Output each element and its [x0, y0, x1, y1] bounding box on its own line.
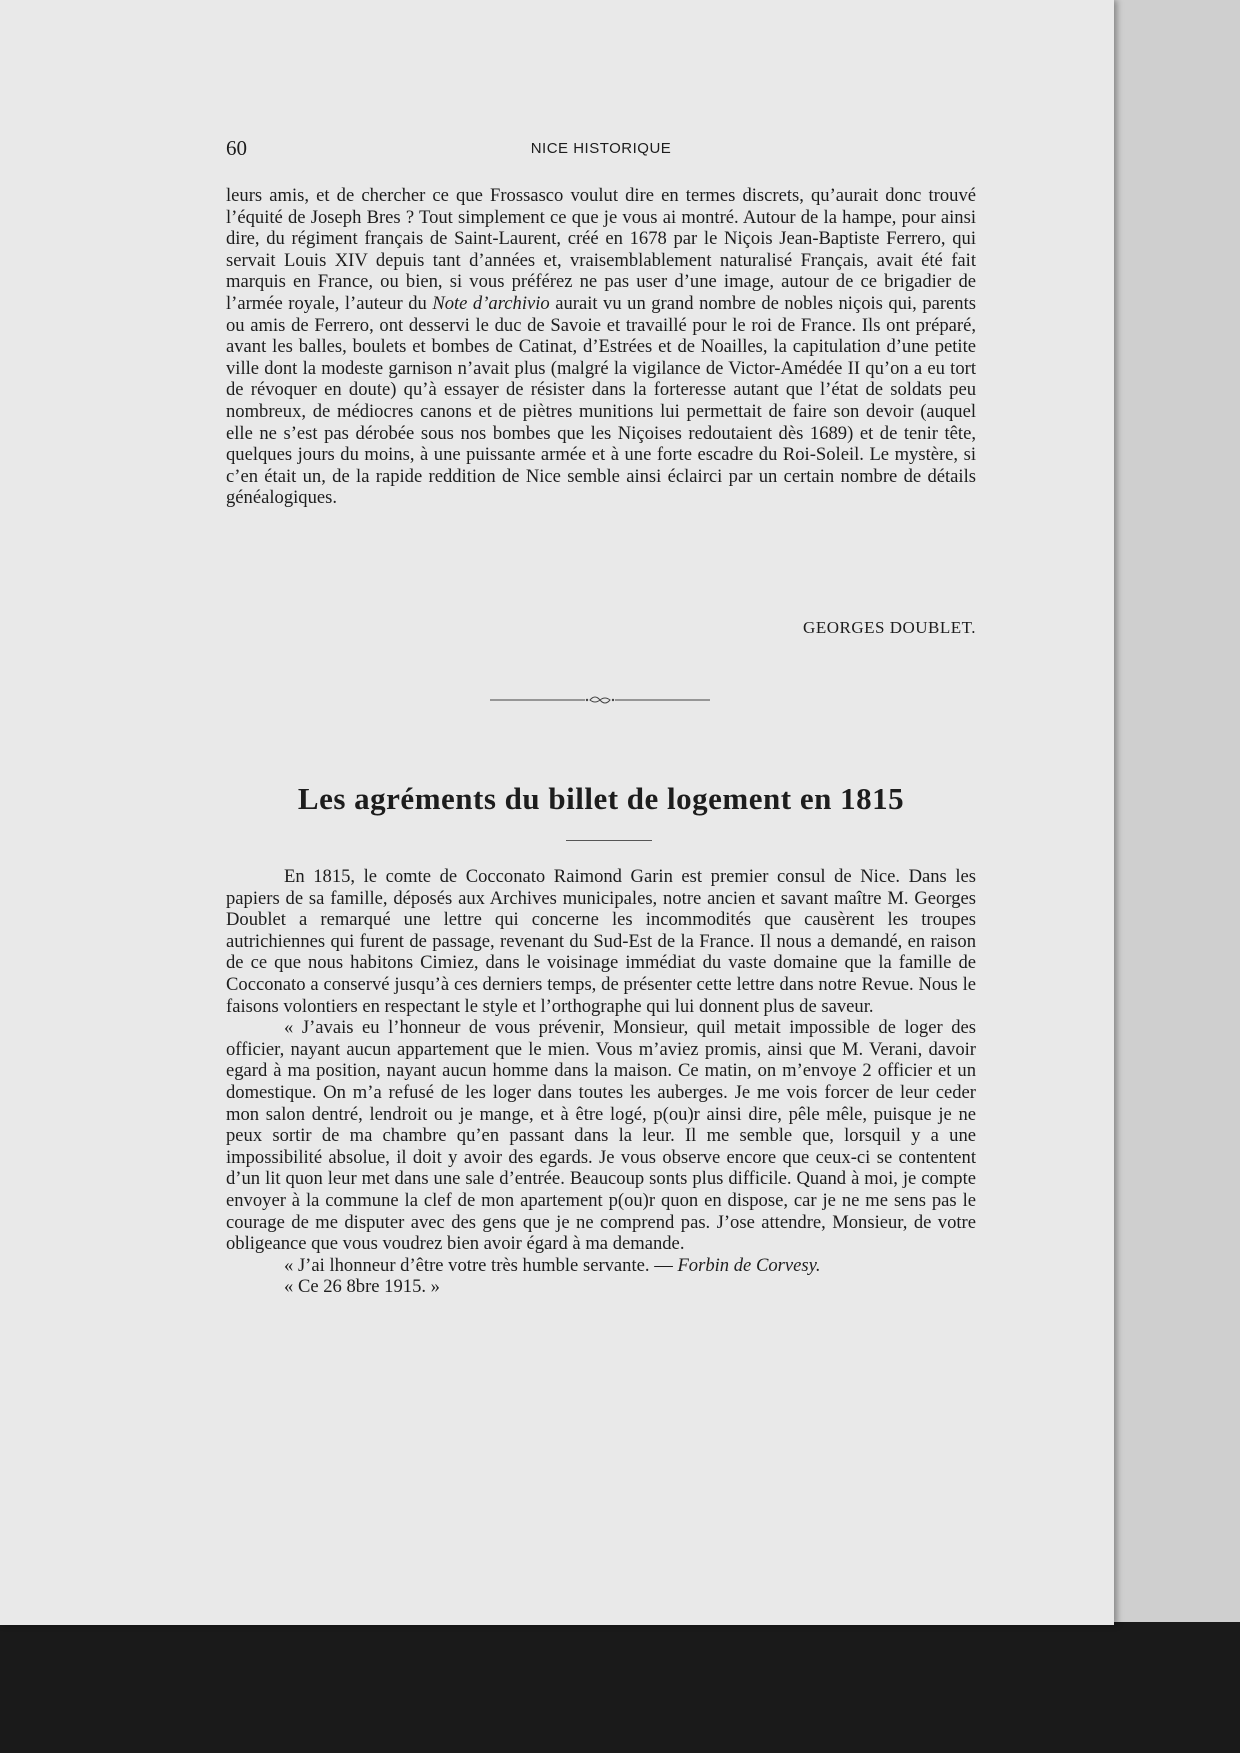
quoted-letter: « J’avais eu l’honneur de vous prévenir, Monsieur, quil metait impossible de loger des officier, nayant aucun appartement que le mien. Vous m’aviez promis, ainsi que M. Verani, davoir egard à ma position, nayant aucun homme dans la maison. Ce matin, on m’envoye 2 officier et un domestique. On m’a refusé de les loger dans toutes les auberges. Je me vois forcer de leur ceder mon salon dentré, lendroit ou je mange, et à être logé, p(ou)r ainsi dire, pêle mêle, puisque je ne peux sortir de ma chambre qu’en passant dans la leur. Il me semble que, lorsquil y a une impossibilité absolue, il doit y avoir des egards. Je vous observe encore que ceux-ci se contentent d’un lit quon leur met dans une sale d’entrée. Beaucoup sonts plus difficile. Quand à moi, je compte envoyer à la commune la clef de mon apartement p(ou)r quon en dispose, car je ne me sens pas le courage de me disputer avec des gens que je ne comprend pas. J’ose attendre, Monsieur, de votre obligeance que vous voudrez bien avoir égard à ma demande. [226, 1017, 976, 1255]
italic-title: Note d’archivio [432, 292, 550, 314]
previous-article-paragraph: leurs amis, et de chercher ce que Frossasco voulut dire en termes discrets, qu’aurait donc trouvé l’équité de Joseph Bres ? Tout simplement ce que je vous ai montré. Autour de la hampe, pour ainsi dire, du régiment français de Saint-Laurent, créé en 1678 par le Niçois Jean-Baptiste Ferrero, qui servait Louis XIV depuis tant d’années et, vraisemblablement naturalisé Français, avait été fait marquis en France, ou bien, si vous préférez ne pas user d’une image, autour de ce brigadier de l’armée royale, l’auteur du Note d’archivio aurait vu un grand nombre de nobles niçois qui, parents ou amis de Ferrero, ont desservi le duc de Savoie et travaillé pour le roi de France. Ils ont préparé, avant les balles, boulets et bombes de Catinat, d’Estrées et de Noailles, la capitulation d’une petite ville dont la modeste garnison n’avait plus (malgré la vigilance de Victor-Amédée II qu’on a eu tort de révoquer en doute) qu’à essayer de résister dans la forteresse autant que l’état de soldats peu nombreux, de médiocres canons et de piètres munitions lui permettait de faire son devoir (auquel elle ne s’est pas dérobée sous nos bombes que les Niçoises redoutaient dès 1689) et de tenir tête, quelques jours du moins, à une puissante armée et à une forte escadre du Roi-Soleil. Le mystère, si c’en était un, de la rapide reddition de Nice semble ainsi éclairci par un certain nombre de détails généalogiques. [226, 185, 977, 509]
running-header [226, 136, 976, 166]
letter-dateline: « Ce 26 8bre 1915. » [284, 1276, 440, 1298]
previous-article-text [226, 185, 976, 509]
adjacent-page-edge [1112, 0, 1240, 1753]
author-signature: GEORGES DOUBLET. [803, 618, 976, 637]
article-intro: En 1815, le comte de Cocconato Raimond Garin est premier consul de Nice. Dans les papiers de sa famille, déposés aux Archives municipales, notre ancien et savant maître M. Georges Doublet a remarqué une lettre qui concerne les incommodités que causèrent les troupes autrichiennes qui furent de passage, revenant du Sud-Est de la France. Il nous a demandé, en raison de ce que nous habitons Cimiez, dans le voisinage immédiat du vaste domaine que la famille de Cocconato a conservé jusqu’à ces derniers temps, de présenter cette lettre dans notre Revue. Nous le faisons volontiers en respectant le style et l’orthographe qui lui donnent plus de saveur. [226, 866, 976, 1017]
article-title: Les agréments du billet de logement en 1815 [297, 781, 905, 816]
title-underline [566, 840, 652, 841]
page-number: 60 [226, 136, 247, 160]
letter-author: Forbin de Corvesy. [677, 1254, 821, 1276]
section-divider-ornament [490, 690, 710, 710]
article-body [226, 866, 976, 1298]
scan-bottom-shadow [0, 1622, 1240, 1753]
running-title: NICE HISTORIQUE [530, 140, 672, 157]
letter-closing: « J’ai lhonneur d’être votre très humble servante. — Forbin de Corvesy. [284, 1254, 821, 1276]
